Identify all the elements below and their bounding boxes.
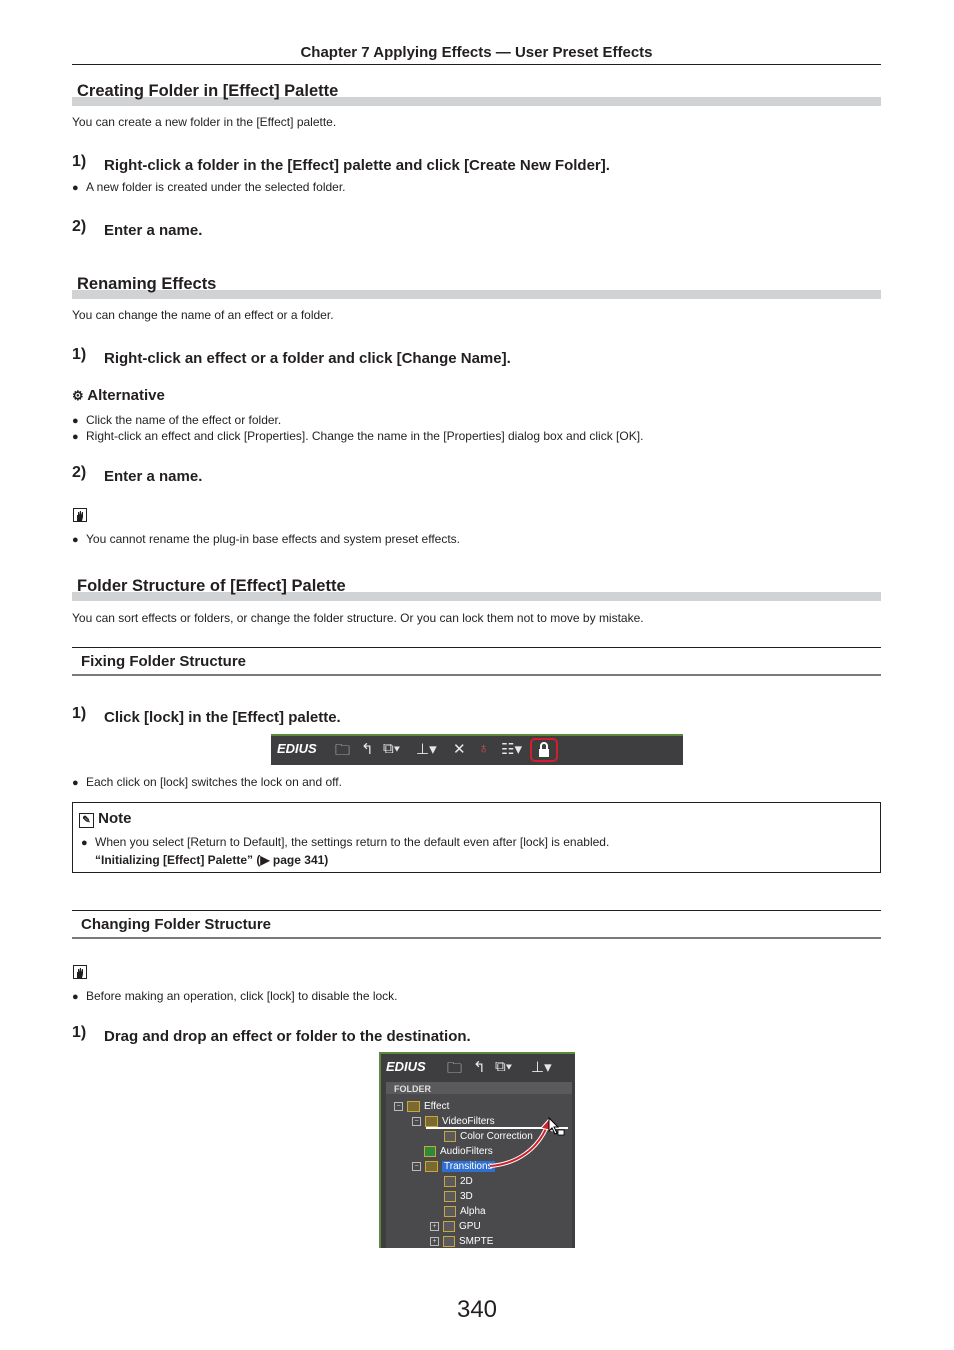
- effect-palette-panel: [379, 1052, 575, 1248]
- tree-item-videofilters[interactable]: − VideoFilters: [412, 1115, 495, 1129]
- section-title-renaming: Renaming Effects: [72, 275, 881, 299]
- folder-icon[interactable]: 🗀: [447, 1060, 463, 1077]
- tree-item-effect[interactable]: − Effect: [394, 1100, 449, 1114]
- bullet-item: ● You cannot rename the plug-in base effects and system preset effects.: [72, 532, 461, 546]
- section-title-creating-folder: Creating Folder in [Effect] Palette: [72, 82, 881, 106]
- cross-reference-link[interactable]: “Initializing [Effect] Palette” (▶ page 341): [95, 853, 329, 867]
- properties-icon[interactable]: ♁: [478, 740, 490, 757]
- folder-icon[interactable]: 🗀: [335, 742, 351, 759]
- section-intro: You can change the name of an effect or a folder.: [72, 308, 334, 322]
- step-number: 1): [72, 1024, 87, 1041]
- note-icon: ✎: [79, 813, 94, 828]
- edius-logo: EDIUS: [386, 1059, 426, 1074]
- bullet-item: ● Before making an operation, click [lock] to disable the lock.: [72, 989, 398, 1003]
- step-text: Drag and drop an effect or folder to the destination.: [104, 1028, 471, 1045]
- page-number: 340: [456, 1296, 498, 1323]
- tree-item-2d[interactable]: 2D: [444, 1175, 473, 1189]
- tree-item-transitions[interactable]: − Transitions: [412, 1160, 495, 1174]
- step-text: Click [lock] in the [Effect] palette.: [104, 709, 341, 726]
- step-text: Right-click an effect or a folder and click [Change Name].: [104, 350, 511, 367]
- caution-hand-icon: [73, 508, 87, 522]
- edius-logo: EDIUS: [277, 741, 317, 756]
- tree-item-color-correction[interactable]: Color Correction: [444, 1130, 533, 1144]
- folder-header: FOLDER: [386, 1082, 572, 1096]
- step-number: 1): [72, 153, 87, 170]
- section-intro: You can sort effects or folders, or change the folder structure. Or you can lock them not to move by mistake.: [72, 611, 644, 625]
- view-toggle-icon[interactable]: ⧉▾: [495, 1058, 513, 1075]
- tree-item-alpha[interactable]: Alpha: [444, 1205, 486, 1219]
- bullet-item: ● Click the name of the effect or folder.: [72, 413, 282, 427]
- tree-item-smpte[interactable]: + SMPTE: [430, 1235, 493, 1248]
- subsection-title-changing: Changing Folder Structure: [72, 910, 881, 939]
- step-text: Right-click a folder in the [Effect] palette and click [Create New Folder].: [104, 157, 610, 174]
- step-number: 1): [72, 346, 87, 363]
- import-icon[interactable]: ⊥▾: [531, 1059, 552, 1076]
- list-view-icon[interactable]: ☷▾: [501, 741, 522, 758]
- lock-button[interactable]: [530, 738, 558, 762]
- up-folder-icon[interactable]: ↰: [361, 741, 374, 758]
- note-heading: ✎ Note: [79, 810, 132, 828]
- section-intro: You can create a new folder in the [Effect] palette.: [72, 115, 337, 129]
- view-toggle-icon[interactable]: ⧉▾: [383, 740, 401, 757]
- subsection-title-fixing: Fixing Folder Structure: [72, 647, 881, 676]
- note-box: [72, 802, 881, 873]
- step-number: 2): [72, 464, 87, 481]
- bullet-item: ● Each click on [lock] switches the lock on and off.: [72, 775, 342, 789]
- import-icon[interactable]: ⊥▾: [416, 741, 437, 758]
- section-title-folder-structure: Folder Structure of [Effect] Palette: [72, 577, 881, 601]
- chapter-header: Chapter 7 Applying Effects — User Preset Effects: [72, 44, 881, 65]
- triangle-right-icon: ▶: [260, 853, 270, 867]
- mouse-cursor-icon: [548, 1117, 566, 1139]
- tree-item-audiofilters[interactable]: AudioFilters: [424, 1145, 493, 1159]
- step-number: 1): [72, 705, 87, 722]
- up-folder-icon[interactable]: ↰: [473, 1059, 486, 1076]
- bullet-item: ● When you select [Return to Default], the settings return to the default even after [lock] is enabled.: [81, 835, 610, 849]
- delete-icon[interactable]: ✕: [453, 741, 466, 758]
- tree-item-gpu[interactable]: + GPU: [430, 1220, 481, 1234]
- step-number: 2): [72, 218, 87, 235]
- lock-icon: [532, 740, 556, 760]
- bullet-item: ● A new folder is created under the selected folder.: [72, 180, 346, 194]
- alternative-icon: ⚙: [72, 388, 84, 403]
- caution-hand-icon: [73, 965, 87, 979]
- step-text: Enter a name.: [104, 468, 203, 485]
- bullet-item: ● Right-click an effect and click [Properties]. Change the name in the [Properties] dialog box and click [OK].: [72, 429, 644, 443]
- folder-tree: [386, 1094, 572, 1248]
- effect-palette-toolbar: [271, 734, 683, 765]
- alternative-heading: ⚙ Alternative: [72, 387, 165, 404]
- tree-item-3d[interactable]: 3D: [444, 1190, 473, 1204]
- step-text: Enter a name.: [104, 222, 203, 239]
